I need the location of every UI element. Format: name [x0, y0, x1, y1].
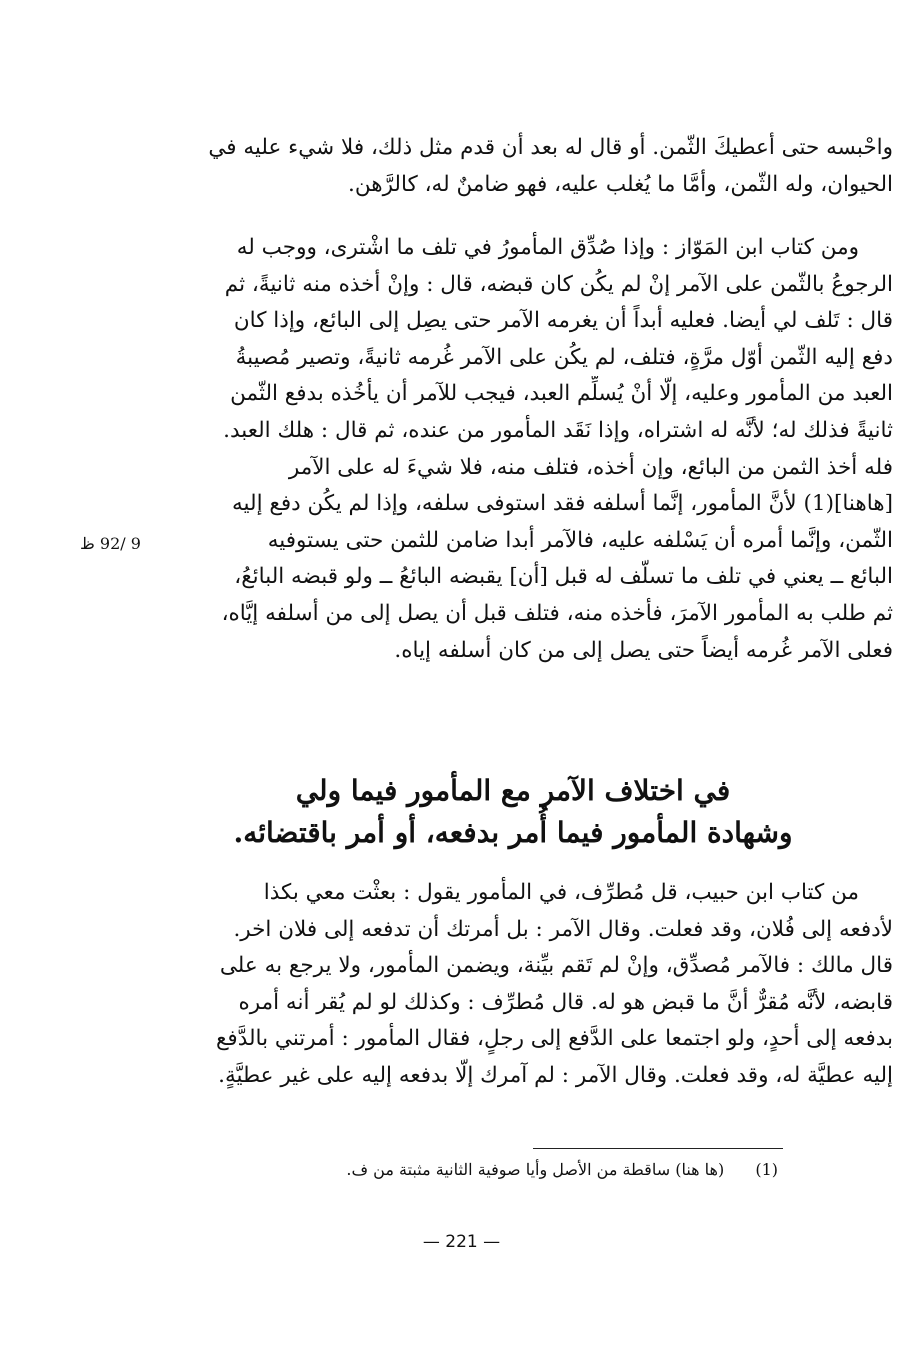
text-line: فعلى الآمر غُرمه أيضاً حتى يصل إلى من كان أسلفه إياه. [394, 637, 893, 663]
text-line: ثم طلب به المأمور الآمرَ، فأخذه منه، فتلف قبل أن يصل إلى من أسلفه إيَّاه، [221, 600, 893, 626]
heading-line: وشهادة المأمور فيما أُمر بدفعه، أو أمر باقتضائه. [233, 816, 793, 849]
text-line: الثّمن، وإنَّما أمره أن يَسْلفه عليه، فالآمر أبدا ضامن للثمن حتى يستوفيه [267, 527, 893, 553]
section-heading [133, 770, 893, 854]
text-line: العبد من المأمور وعليه، إلّا أنْ يُسلِّم العبد، فيجب للآمر أن يأخُذه بدفع الثّمن [230, 381, 893, 407]
text-line: واحْبسه حتى أعطيكَ الثّمن. أو قال له بعد أن قدم مثل ذلك، فلا شيء عليه في [208, 135, 893, 160]
footnote-divider [533, 1148, 783, 1149]
footnote [346, 1160, 778, 1179]
text-line: ثانيةً فذلك له؛ لأنَّه له اشتراه، وإذا نَقَد المأمور من عنده، ثم قال : هلك العبد. [223, 417, 893, 443]
text-line: ومن كتاب ابن المَوّاز : وإذا صُدِّق المأمورُ في تلف ما اشْترى، ووجب له [236, 235, 859, 260]
manuscript-folio-reference: 9 /92 ظ [80, 534, 141, 553]
footnote-text: (ها هنا) ساقطة من الأصل وأيا صوفية الثانية مثبتة من ف. [346, 1160, 725, 1179]
heading-line: في اختلاف الآمر مع المأمور فيما ولي [295, 774, 731, 807]
text-line: قال : تَلف لي أيضا. فعليه أبداً أن يغرمه الآمر حتى يصِل إلى البائع، وإذا كان [233, 308, 893, 334]
page-number: — 221 — [422, 1232, 501, 1252]
text-line: فله أخذ الثمن من البائع، وإن أخذه، فتلف منه، فلا شيءَ له على الآمر [288, 454, 893, 480]
text-line: بدفعه إلى أحدٍ، ولو اجتمعا على الدَّفع إلى رجلٍ، فقال المأمور : أمرتني بالدَّفع [215, 1026, 893, 1052]
paragraph-ibn-habib [161, 875, 893, 1095]
text-line: قال مالك : فالآمر مُصدِّق، وإنْ لم تَقم بيِّنة، ويضمن المأمور، ولا يرجع به على [219, 953, 893, 979]
text-line: البائع ــ يعني في تلف ما تسلّف له قبل [أن] يقبضه البائعُ ــ ولو قبضه البائعُ، [234, 564, 893, 590]
text-line: من كتاب ابن حبيب، قل مُطرِّف، في المأمور يقول : بعثْت معي بكذا [263, 880, 859, 905]
text-line: دفع إليه الثّمن أوّل مرَّةٍ، فتلف، لم يكُن على الآمر غُرمه ثانيةً، وتصير مُصيبةُ [235, 344, 893, 370]
paragraph-continuation [161, 130, 893, 203]
text-line: [هاهنا](1) لأنَّ المأمور، إنَّما أسلفه فقد استوفى سلفه، وإذا لم يكُن دفع إليه [232, 491, 893, 517]
text-line: قابضه، لأنَّه مُقرٌّ أنَّ ما قبض هو له. قال مُطرِّف : وكذلك لو لم يُقر أنه أمره [238, 989, 893, 1015]
text-line: الرجوعُ بالثّمن على الآمر إنْ لم يكُن كان قبضه، قال : وإنْ أخذه منه ثانيةً، ثم [224, 271, 893, 297]
text-line: إليه عطيَّة له، وقد فعلت. وقال الآمر : لم آمرك إلّا بدفعه إليه على غير عطيَّةٍ. [218, 1062, 893, 1088]
text-line: الحيوان، وله الثّمن، وأمَّا ما يُغلب عليه، فهو ضامنٌ له، كالرَّهن. [348, 171, 893, 197]
paragraph-ibn-almawwaz [161, 230, 893, 669]
footnote-number: (1) [755, 1160, 778, 1179]
text-line: لأدفعه إلى فُلان، وقد فعلت. وقال الآمر : بل أمرتك أن تدفعه إلى فلان اخر. [233, 916, 893, 942]
